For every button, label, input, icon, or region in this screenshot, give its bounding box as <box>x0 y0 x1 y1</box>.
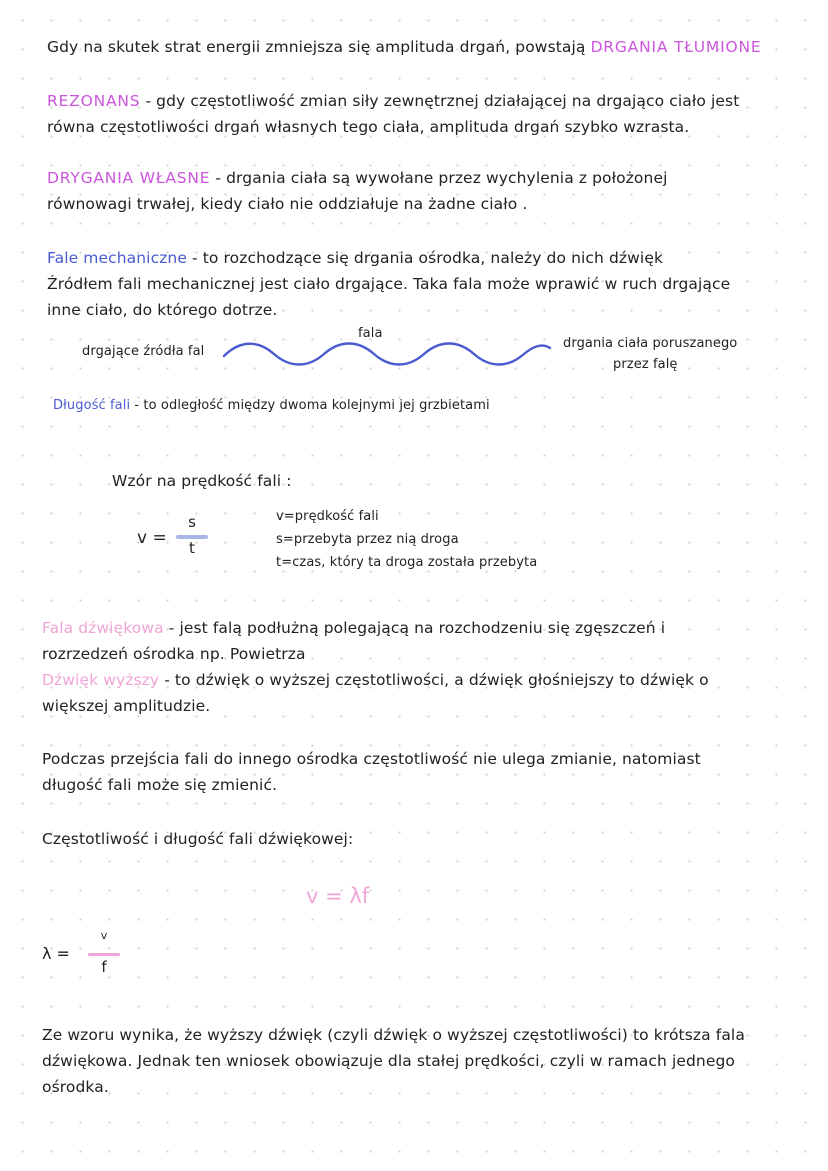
conclusion-line-3: ośrodka. <box>42 1078 109 1096</box>
wavelength-line <box>53 398 490 413</box>
velocity-lhs: v = <box>137 528 167 548</box>
velocity-legend-v: v=prędkość fali <box>276 509 379 524</box>
sound-wave-line-1 <box>42 619 665 637</box>
wave-equation: v = λf <box>306 884 370 908</box>
damped-oscillations-line <box>47 38 761 56</box>
velocity-legend-s: s=przebyta przez nią droga <box>276 532 459 547</box>
resonance-text-1: - gdy częstotliwość zmian siły zewnętrznej działającej na drgająco ciało jest <box>140 92 740 110</box>
higher-sound-line-1 <box>42 671 709 689</box>
wave-path <box>224 344 550 365</box>
higher-sound-text-1: - to dźwięk o wyższej częstotliwości, a dźwięk głośniejszy to dźwięk o <box>159 671 709 689</box>
mechanical-waves-line-2: Źródłem fali mechanicznej jest ciało drgające. Taka fala może wprawić w ruch drgające <box>47 275 731 293</box>
medium-transition-line-2: długość fali może się zmienić. <box>42 776 278 794</box>
mechanical-waves-line-3: inne ciało, do którego dotrze. <box>47 301 278 319</box>
velocity-denominator: t <box>189 539 195 557</box>
mechanical-waves-term: Fale mechaniczne <box>47 249 187 267</box>
medium-transition-line-1: Podczas przejścia fali do innego ośrodka częstotliwość nie ulega zmianie, natomiast <box>42 750 701 768</box>
mechanical-waves-line-1 <box>47 249 663 267</box>
sound-wave-text-1: - jest falą podłużną polegającą na rozchodzeniu się zgęszczeń i <box>163 619 666 637</box>
natural-oscillations-text-1: - drgania ciała są wywołane przez wychylenia z położonej <box>210 169 668 187</box>
wavelength-term: Długość fali <box>53 398 131 413</box>
velocity-numerator: s <box>188 513 196 531</box>
conclusion-line-2: dźwiękowa. Jednak ten wniosek obowiązuje dla stałej prędkości, czyli w ramach jednego <box>42 1052 736 1070</box>
mechanical-waves-text-1: - to rozchodzące się drgania ośrodka, należy do nich dźwięk <box>187 249 664 267</box>
higher-sound-term: Dźwięk wyższy <box>42 671 160 689</box>
resonance-line-1 <box>47 92 739 110</box>
frequency-heading: Częstotliwość i długość fali dźwiękowej: <box>42 830 354 848</box>
conclusion-line-1: Ze wzoru wynika, że wyższy dźwięk (czyli dźwięk o wyższej częstotliwości) to krótsza fala <box>42 1026 745 1044</box>
natural-oscillations-line-2: równowagi trwałej, kiedy ciało nie oddziałuje na żadne ciało . <box>47 195 528 213</box>
higher-sound-line-2: większej amplitudzie. <box>42 697 211 715</box>
wave-receiver-label-1: drgania ciała poruszanego <box>563 336 738 351</box>
resonance-line-2: równa częstotliwości drgań własnych tego ciała, amplituda drgań szybko wzrasta. <box>47 118 690 136</box>
lambda-numerator: v <box>100 929 108 942</box>
natural-oscillations-term: DRYGANIA WŁASNE <box>47 169 211 187</box>
damped-term: DRGANIA TŁUMIONE <box>590 38 762 56</box>
velocity-legend-t: t=czas, który ta droga została przebyta <box>276 555 538 570</box>
wave-receiver-label-2: przez falę <box>613 357 678 372</box>
lambda-fraction-bar <box>88 953 120 956</box>
velocity-formula-title: Wzór na prędkość fali : <box>112 472 292 490</box>
lambda-lhs: λ = <box>42 944 70 963</box>
sound-wave-line-2: rozrzedzeń ośrodka np. Powietrza <box>42 645 306 663</box>
wavelength-text: - to odległość między dwoma kolejnymi jej grzbietami <box>130 398 490 413</box>
lambda-denominator: f <box>101 958 107 976</box>
wave-label: fala <box>358 326 383 341</box>
damped-text: Gdy na skutek strat energii zmniejsza się amplituda drgań, powstają <box>47 38 591 56</box>
sound-wave-term: Fala dźwiękowa <box>42 619 164 637</box>
wave-curve <box>220 336 556 372</box>
resonance-term: REZONANS <box>47 92 141 110</box>
wave-source-label: drgające źródła fal <box>82 344 205 359</box>
natural-oscillations-line-1 <box>47 169 667 187</box>
